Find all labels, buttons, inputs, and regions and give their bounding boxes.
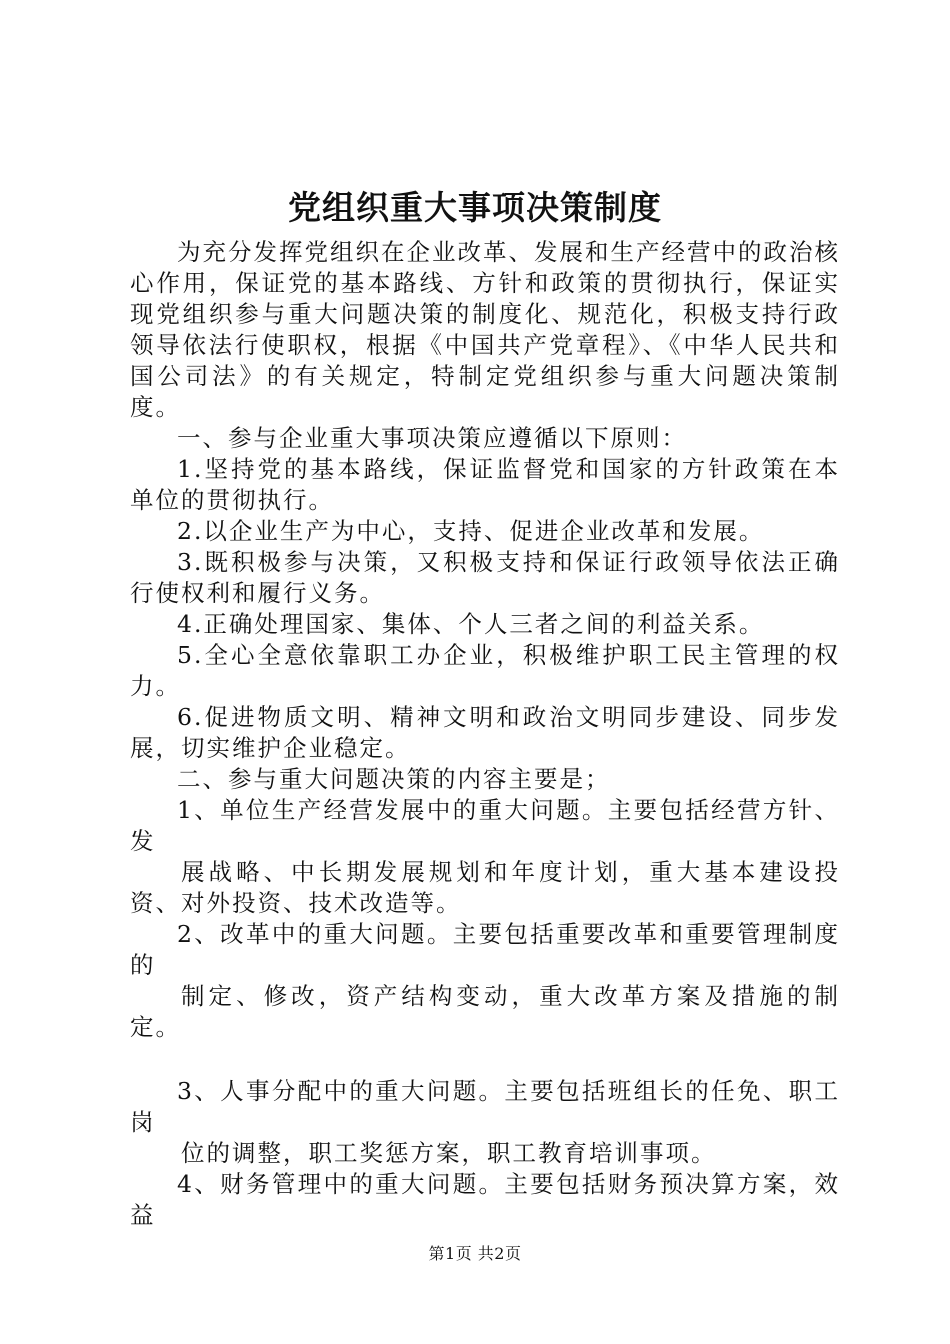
page-footer: 第1页 共2页 xyxy=(428,1244,522,1263)
paragraph-principle-3: 3.既积极参与决策，又积极支持和保证行政领导依法正确行使权利和履行义务。 xyxy=(130,548,840,607)
paragraph-principle-5: 5.全心全意依靠职工办企业，积极维护职工民主管理的权力。 xyxy=(130,641,840,700)
paragraph-item-1-cont: 展战略、中长期发展规划和年度计划，重大基本建设投资、对外投资、技术改造等。 xyxy=(130,858,840,917)
paragraph-item-2-start: 2、改革中的重大问题。主要包括重要改革和重要管理制度的 xyxy=(130,920,840,979)
paragraph-item-3-start: 3、人事分配中的重大问题。主要包括班组长的任免、职工岗 xyxy=(130,1077,840,1136)
paragraph-section-1-heading: 一、参与企业重大事项决策应遵循以下原则： xyxy=(177,424,687,452)
paragraph-item-1-start: 1、单位生产经营发展中的重大问题。主要包括经营方针、发 xyxy=(130,796,840,855)
paragraph-principle-1: 1.坚持党的基本路线，保证监督党和国家的方针政策在本单位的贯彻执行。 xyxy=(130,455,840,514)
paragraph-principle-2: 2.以企业生产为中心，支持、促进企业改革和发展。 xyxy=(177,517,765,545)
paragraph-section-2-heading: 二、参与重大问题决策的内容主要是； xyxy=(177,765,611,793)
document-title: 党组织重大事项决策制度 xyxy=(288,188,662,227)
paragraph-item-3-cont: 位的调整，职工奖惩方案，职工教育培训事项。 xyxy=(181,1139,717,1167)
paragraph-principle-6: 6.促进物质文明、精神文明和政治文明同步建设、同步发展，切实维护企业稳定。 xyxy=(130,703,840,762)
paragraph-principle-4: 4.正确处理国家、集体、个人三者之间的利益关系。 xyxy=(177,610,765,638)
paragraph-intro: 为充分发挥党组织在企业改革、发展和生产经营中的政治核心作用，保证党的基本路线、方针和政策的贯彻执行，保证实现党组织参与重大问题决策的制度化、规范化，积极支持行政领导依法行使职权，根据《中国共产党章程》、《中华人民共和国公司法》的有关规定，特制定党组织参与重大问题决策制度。 xyxy=(130,238,840,421)
document-body xyxy=(130,237,840,1231)
paragraph-item-4-start: 4、财务管理中的重大问题。主要包括财务预决算方案，效益 xyxy=(130,1170,840,1229)
paragraph-item-2-cont: 制定、修改，资产结构变动，重大改革方案及措施的制定。 xyxy=(130,982,840,1041)
